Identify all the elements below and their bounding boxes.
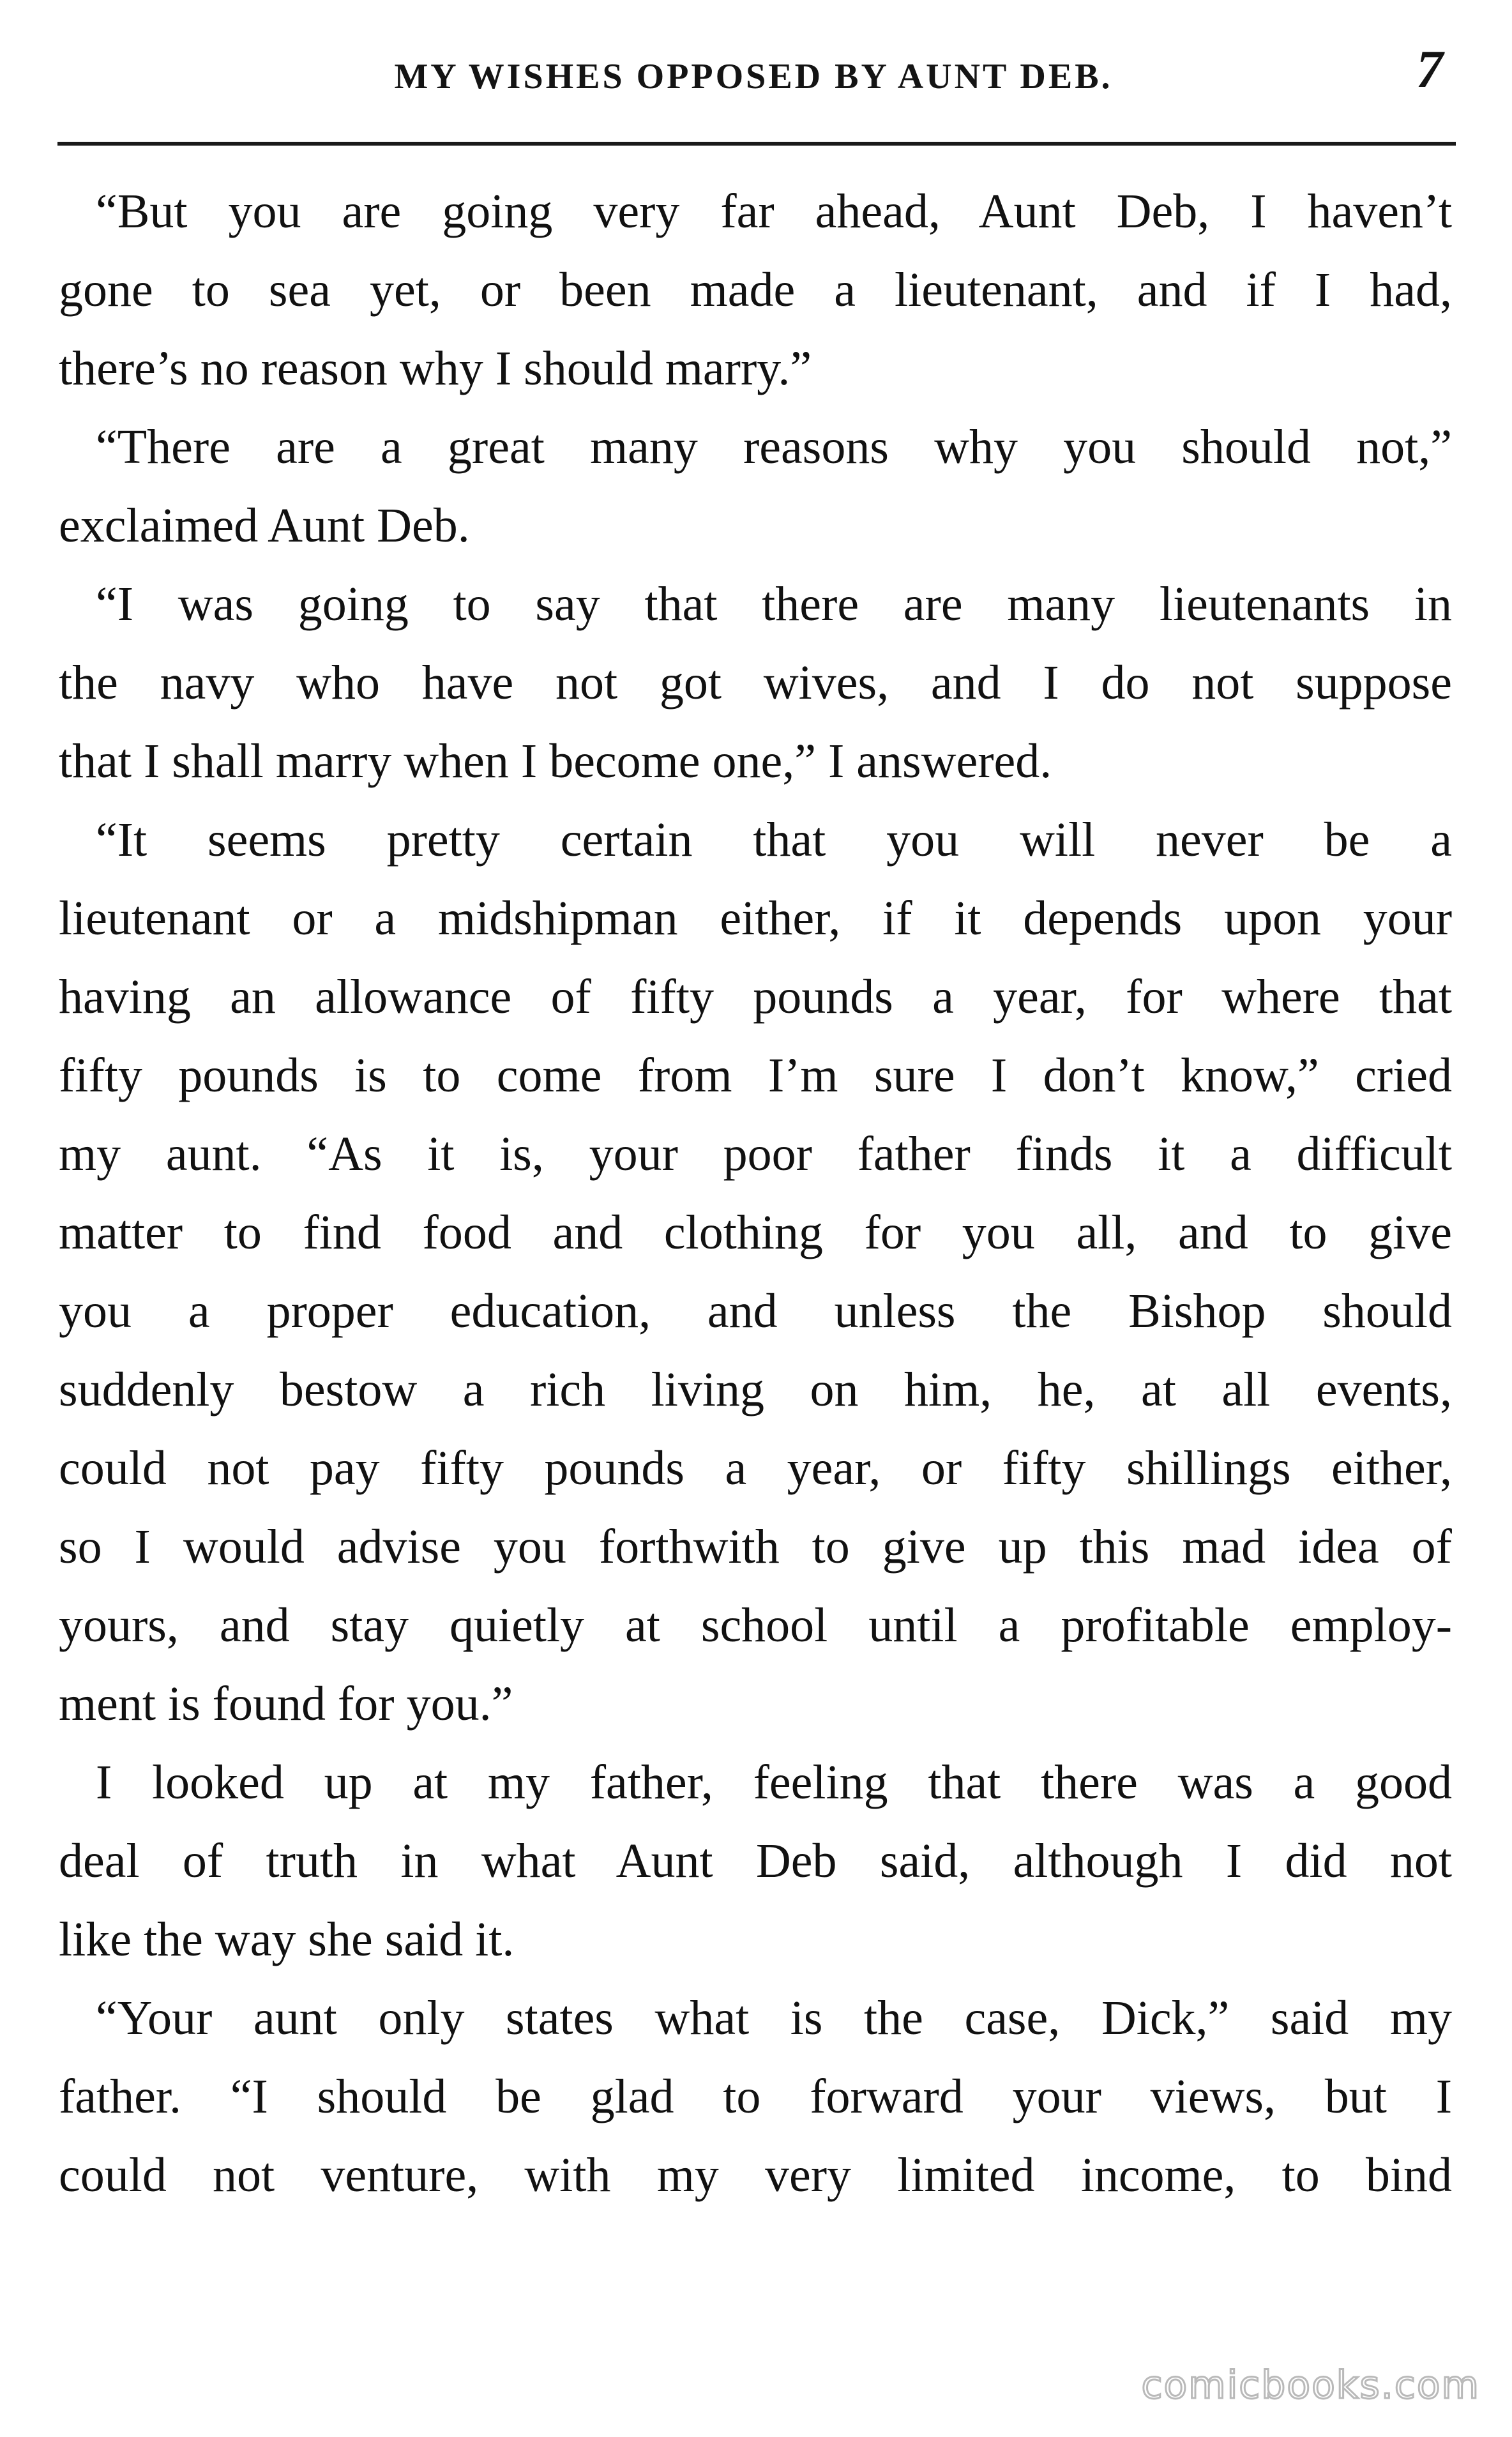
body-text — [59, 172, 1452, 2215]
paragraph — [59, 565, 1452, 801]
text-line: that I shall marry when I become one,” I answered. — [59, 734, 1052, 788]
text-line: there’s no reason why I should marry.” — [59, 342, 812, 395]
text-line: “It seems pretty certain that you will never be a — [96, 813, 1452, 867]
paragraph — [59, 1743, 1452, 1979]
paragraph — [59, 801, 1452, 1743]
text-line: ment is found for you.” — [59, 1677, 513, 1731]
paragraph — [59, 408, 1452, 565]
text-line: deal of truth in what Aunt Deb said, although I did not — [59, 1834, 1452, 1888]
page-number: 7 — [1416, 40, 1443, 99]
text-line: suddenly bestow a rich living on him, he, at all events, — [59, 1363, 1452, 1416]
text-line: gone to sea yet, or been made a lieutenant, and if I had, — [59, 263, 1452, 317]
text-line: having an allowance of fifty pounds a year, for where that — [59, 970, 1452, 1024]
text-line: so I would advise you forthwith to give up this mad idea of — [59, 1520, 1452, 1574]
header-rule — [57, 142, 1456, 146]
text-line: “Your aunt only states what is the case, Dick,” said my — [96, 1991, 1452, 2045]
text-line: “But you are going very far ahead, Aunt Deb, I haven’t — [96, 185, 1452, 238]
text-line: could not pay fifty pounds a year, or fifty shillings either, — [59, 1441, 1452, 1495]
text-line: I looked up at my father, feeling that there was a good — [96, 1756, 1452, 1809]
text-line: fifty pounds is to come from I’m sure I don’t know,” cried — [59, 1049, 1452, 1102]
text-line: lieutenant or a midshipman either, if it depends upon your — [59, 892, 1452, 945]
text-line: my aunt. “As it is, your poor father finds it a difficult — [59, 1127, 1452, 1181]
watermark: comicbooks.com — [1141, 2363, 1480, 2408]
text-line: you a proper education, and unless the Bishop should — [59, 1284, 1452, 1338]
text-line: could not venture, with my very limited income, to bind — [59, 2148, 1452, 2202]
text-line: exclaimed Aunt Deb. — [59, 499, 470, 552]
paragraph — [59, 1979, 1452, 2215]
page-header — [57, 38, 1449, 109]
text-line: father. “I should be glad to forward your views, but I — [59, 2070, 1452, 2123]
running-head: MY WISHES OPPOSED BY AUNT DEB. — [394, 57, 1113, 96]
text-line: yours, and stay quietly at school until a profitable employ- — [59, 1598, 1452, 1652]
text-line: “I was going to say that there are many lieutenants in — [96, 577, 1452, 631]
text-line: “There are a great many reasons why you should not,” — [96, 420, 1452, 474]
paragraph — [59, 172, 1452, 408]
text-line: the navy who have not got wives, and I do not suppose — [59, 656, 1452, 710]
text-line: like the way she said it. — [59, 1913, 515, 1966]
text-line: matter to find food and clothing for you all, and to give — [59, 1206, 1452, 1259]
